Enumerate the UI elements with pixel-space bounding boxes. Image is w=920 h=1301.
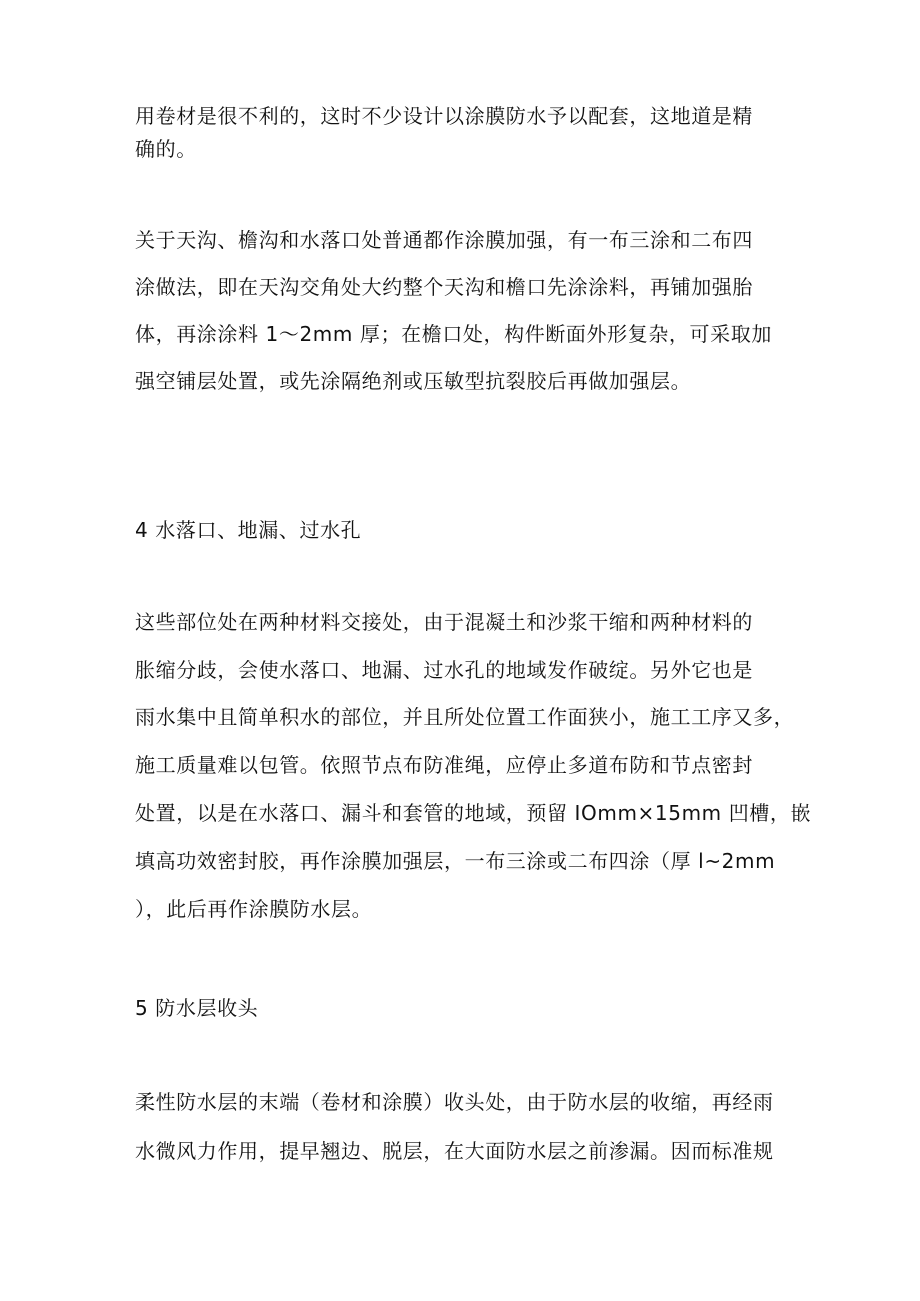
- text-line: ），此后再作涂膜防水层。: [135, 897, 373, 921]
- text-line: 涂做法，即在天沟交角处大约整个天沟和檐口先涂涂料，再铺加强胎: [135, 275, 753, 299]
- text-line: 水微风力作用，提早翘边、脱层，在大面防水层之前渗漏。因而标准规: [135, 1139, 774, 1163]
- text-line: 强空铺层处置，或先涂隔绝剂或压敏型抗裂胶后再做加强层。: [135, 369, 692, 393]
- text-line: 关于天沟、檐沟和水落口处普通都作涂膜加强，有一布三涂和二布四: [135, 228, 753, 252]
- text-line: 这些部位处在两种材料交接处，由于混凝土和沙浆干缩和两种材料的: [135, 610, 753, 634]
- text-line: 处置，以是在水落口、漏斗和套管的地域，预留 IOmm×15mm 凹槽，嵌: [135, 801, 812, 825]
- text-line: 雨水集中且简单积水的部位，并且所处位置工作面狭小，施工工序又多，: [135, 705, 795, 729]
- text-line: 施工质量难以包管。依照节点布防准绳，应停止多道布防和节点密封: [135, 753, 753, 777]
- text-line: 胀缩分歧，会使水落口、地漏、过水孔的地域发作破绽。另外它也是: [135, 658, 753, 682]
- text-line: 填高功效密封胶，再作涂膜加强层，一布三涂或二布四涂（厚 l~2mm: [135, 849, 776, 873]
- text-line: 柔性防水层的末端（卷材和涂膜）收头处，由于防水层的收缩，再经雨: [135, 1090, 774, 1114]
- section-heading: 4 水落口、地漏、过水孔: [135, 518, 362, 542]
- section-heading: 5 防水层收头: [135, 996, 259, 1020]
- text-line: 确的。: [135, 137, 197, 161]
- text-line: 体，再涂涂料 1～2mm 厚；在檐口处，构件断面外形复杂，可采取加: [135, 322, 772, 346]
- text-line: 用卷材是很不利的，这时不少设计以涂膜防水予以配套，这地道是精: [135, 104, 753, 128]
